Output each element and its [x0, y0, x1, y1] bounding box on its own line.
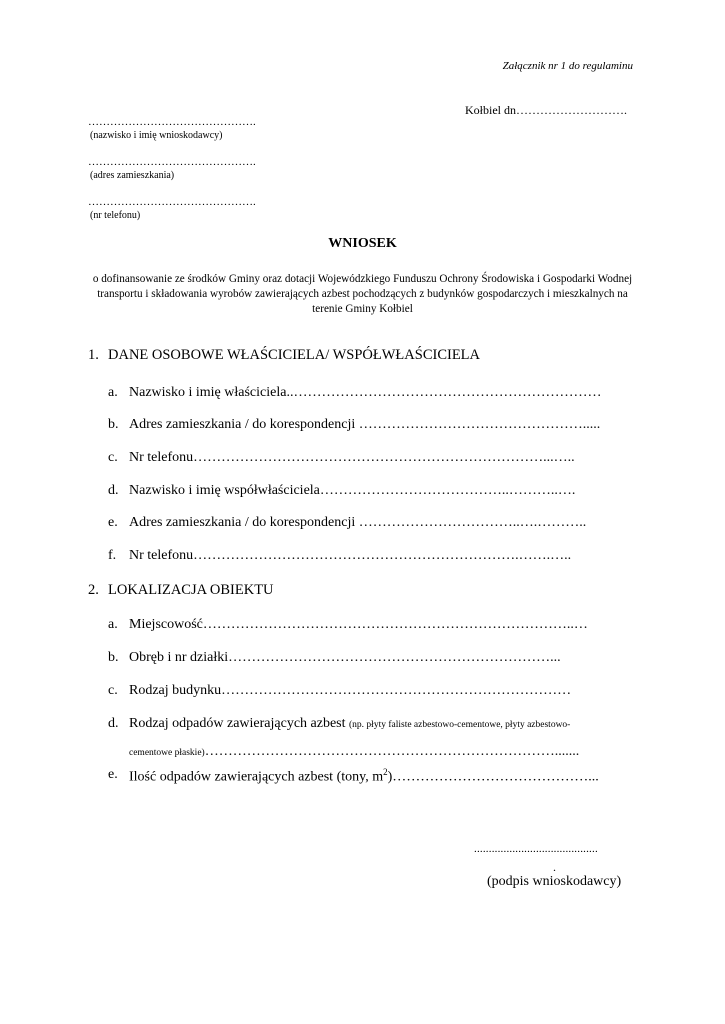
applicant-name-label: (nazwisko i imię wnioskodawcy) — [90, 130, 223, 141]
s1-item-e-letter: e. — [108, 515, 118, 530]
s1-item-b-letter: b. — [108, 417, 119, 432]
signature-field[interactable]: .......................................... — [474, 843, 598, 855]
s1-item-d-field[interactable]: Nazwisko i imię współwłaściciela…………………………………..………..…. — [129, 483, 576, 498]
s2-item-e-sup: 2 — [383, 767, 388, 777]
s1-item-a-field[interactable]: Nazwisko i imię właściciela..………………………………………………………… — [129, 385, 602, 400]
place-date-field[interactable]: Kołbiel dn………………………. — [465, 103, 627, 117]
s1-item-f-field[interactable]: Nr telefonu…………………………………………………………….…….….. — [129, 548, 572, 563]
section1-number: 1. — [88, 347, 99, 363]
section1-heading: DANE OSOBOWE WŁAŚCICIELA/ WSPÓŁWŁAŚCICIELA — [108, 347, 481, 363]
s2-item-e-tail: )……………………………………... — [387, 769, 599, 785]
applicant-address-label: (adres zamieszkania) — [90, 170, 175, 181]
signature-dot: . — [553, 860, 556, 874]
s2-item-d-cont-dots: …………………………………………………………………....... — [204, 744, 580, 759]
s2-item-b-letter: b. — [108, 650, 119, 665]
s2-item-e-field[interactable] — [129, 767, 599, 786]
s1-item-f-letter: f. — [108, 548, 117, 563]
s2-item-b-field[interactable]: Obręb i nr działki……………………………………………………………... — [129, 650, 561, 665]
s1-item-d-letter: d. — [108, 483, 119, 498]
signature-label: (podpis wnioskodawcy) — [487, 874, 622, 889]
applicant-phone-field[interactable]: ………………………………………. — [88, 196, 256, 208]
s2-item-a-field[interactable]: Miejscowość……………………………………………………………………..… — [129, 617, 588, 632]
section2-heading: LOKALIZACJA OBIEKTU — [108, 582, 274, 598]
document-subtitle: o dofinansowanie ze środków Gminy oraz dotacji Wojewódzkiego Funduszu Ochrony Środowiska i Gospodarki Wodnej transportu i składowania wyrobów zawierających azbest pochodzących z budynków gospodarczych i mieszkalnych na terenie Gminy Kołbiel — [92, 273, 633, 315]
s1-item-a-letter: a. — [108, 385, 118, 400]
s2-item-a-letter: a. — [108, 617, 118, 632]
s2-item-e-letter: e. — [108, 767, 118, 782]
s1-item-c-letter: c. — [108, 450, 118, 465]
attachment-note: Załącznik nr 1 do regulaminu — [502, 60, 633, 72]
s2-item-d-note: (np. płyty faliste azbestowo-cementowe, płyty azbestowo- — [349, 720, 571, 730]
applicant-phone-label: (nr telefonu) — [90, 210, 141, 221]
s2-item-d-text: Rodzaj odpadów zawierających azbest — [129, 716, 346, 731]
s2-item-d-cont-note: cementowe płaskie) — [129, 748, 205, 758]
section2-number: 2. — [88, 582, 99, 598]
s1-item-c-field[interactable]: Nr telefonu…………………………………………………………………...….. — [129, 450, 575, 465]
s2-item-d-cont[interactable] — [129, 744, 579, 760]
applicant-address-field[interactable]: ………………………………………. — [88, 156, 256, 168]
s1-item-b-field[interactable]: Adres zamieszkania / do korespondencji …………………………………………..... — [129, 417, 601, 432]
s2-item-c-letter: c. — [108, 683, 118, 698]
s2-item-c-field[interactable]: Rodzaj budynku………………………………………………………………… — [129, 683, 572, 698]
s1-item-e-field[interactable]: Adres zamieszkania / do korespondencji ……………………………..….……….. — [129, 515, 587, 530]
s2-item-d-letter: d. — [108, 716, 119, 731]
s2-item-d-field — [129, 716, 570, 732]
s2-item-e-text: Ilość odpadów zawierających azbest (tony, m — [129, 769, 384, 785]
applicant-name-field[interactable]: ………………………………………. — [88, 116, 256, 128]
document-title: WNIOSEK — [328, 236, 397, 251]
